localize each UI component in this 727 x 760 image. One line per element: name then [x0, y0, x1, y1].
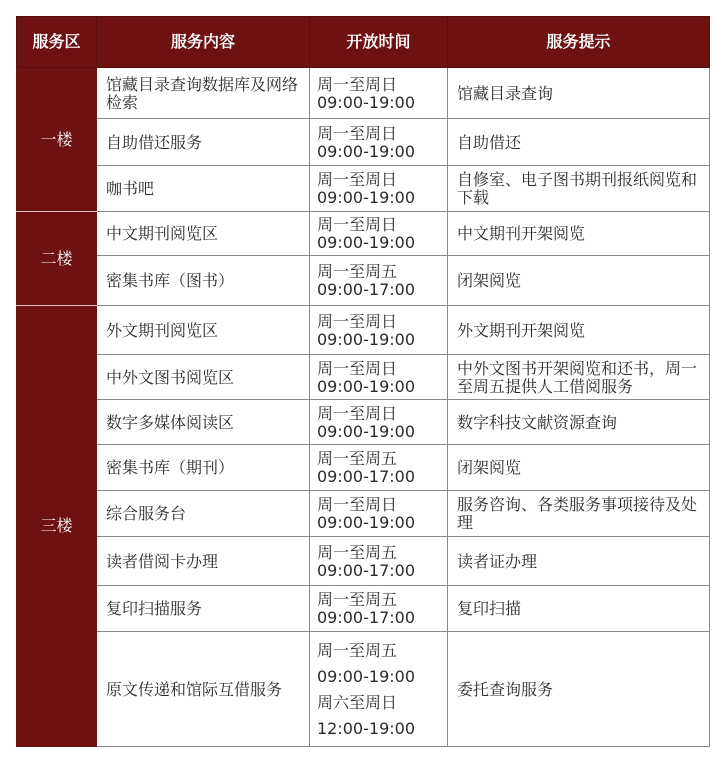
table-row — [17, 632, 710, 747]
open-hours: 周一至周五 09:00-17:00 — [310, 445, 448, 491]
service-tip: 中外文图书开架阅览和还书，周一至周五提供人工借阅服务 — [448, 355, 710, 400]
open-hours: 周一至周日 09:00-19:00 — [310, 306, 448, 355]
table-row — [17, 400, 710, 445]
service-tip: 闭架阅览 — [448, 256, 710, 306]
service-tip: 闭架阅览 — [448, 445, 710, 491]
table-row — [17, 256, 710, 306]
service-content: 读者借阅卡办理 — [97, 537, 310, 586]
open-hours: 周一至周日 09:00-19:00 — [310, 491, 448, 537]
service-content: 密集书库（图书） — [97, 256, 310, 306]
service-tip: 自修室、电子图书期刊报纸阅览和下载 — [448, 166, 710, 212]
table-row — [17, 537, 710, 586]
table-row — [17, 491, 710, 537]
table-row — [17, 166, 710, 212]
service-tip: 馆藏目录查询 — [448, 68, 710, 119]
table-header-row — [17, 17, 710, 68]
open-hours: 周一至周日 09:00-19:00 — [310, 212, 448, 256]
zone-floor-3: 三楼 — [17, 306, 97, 747]
service-content: 复印扫描服务 — [97, 586, 310, 632]
service-tip: 服务咨询、各类服务事项接待及处理 — [448, 491, 710, 537]
header-tips: 服务提示 — [448, 17, 710, 68]
service-tip: 复印扫描 — [448, 586, 710, 632]
header-zone: 服务区 — [17, 17, 97, 68]
open-hours: 周一至周日 09:00-19:00 — [310, 400, 448, 445]
open-hours: 周一至周日 09:00-19:00 — [310, 166, 448, 212]
table-row — [17, 355, 710, 400]
open-hours: 周一至周五 09:00-17:00 — [310, 586, 448, 632]
table-row — [17, 586, 710, 632]
zone-floor-2: 二楼 — [17, 212, 97, 306]
zone-floor-1: 一楼 — [17, 68, 97, 212]
service-tip: 自助借还 — [448, 119, 710, 166]
table-row — [17, 306, 710, 355]
table-row — [17, 212, 710, 256]
table-row — [17, 445, 710, 491]
open-hours: 周一至周日 09:00-19:00 — [310, 119, 448, 166]
table-row — [17, 119, 710, 166]
service-content: 中文期刊阅览区 — [97, 212, 310, 256]
service-content: 综合服务台 — [97, 491, 310, 537]
service-content: 馆藏目录查询数据库及网络检索 — [97, 68, 310, 119]
service-hours-table — [16, 16, 710, 747]
open-hours: 周一至周五 09:00-17:00 — [310, 256, 448, 306]
open-hours: 周一至周五 09:00-19:00 周六至周日 12:00-19:00 — [310, 632, 448, 747]
open-hours: 周一至周五 09:00-17:00 — [310, 537, 448, 586]
service-tip: 中文期刊开架阅览 — [448, 212, 710, 256]
service-tip: 数字科技文献资源查询 — [448, 400, 710, 445]
header-content: 服务内容 — [97, 17, 310, 68]
header-hours: 开放时间 — [310, 17, 448, 68]
service-tip: 外文期刊开架阅览 — [448, 306, 710, 355]
service-content: 中外文图书阅览区 — [97, 355, 310, 400]
service-tip: 委托查询服务 — [448, 632, 710, 747]
service-content: 密集书库（期刊） — [97, 445, 310, 491]
open-hours: 周一至周日 09:00-19:00 — [310, 355, 448, 400]
open-hours: 周一至周日 09:00-19:00 — [310, 68, 448, 119]
service-content: 外文期刊阅览区 — [97, 306, 310, 355]
service-content: 原文传递和馆际互借服务 — [97, 632, 310, 747]
service-content: 数字多媒体阅读区 — [97, 400, 310, 445]
service-content: 咖书吧 — [97, 166, 310, 212]
service-content: 自助借还服务 — [97, 119, 310, 166]
table-row — [17, 68, 710, 119]
service-tip: 读者证办理 — [448, 537, 710, 586]
